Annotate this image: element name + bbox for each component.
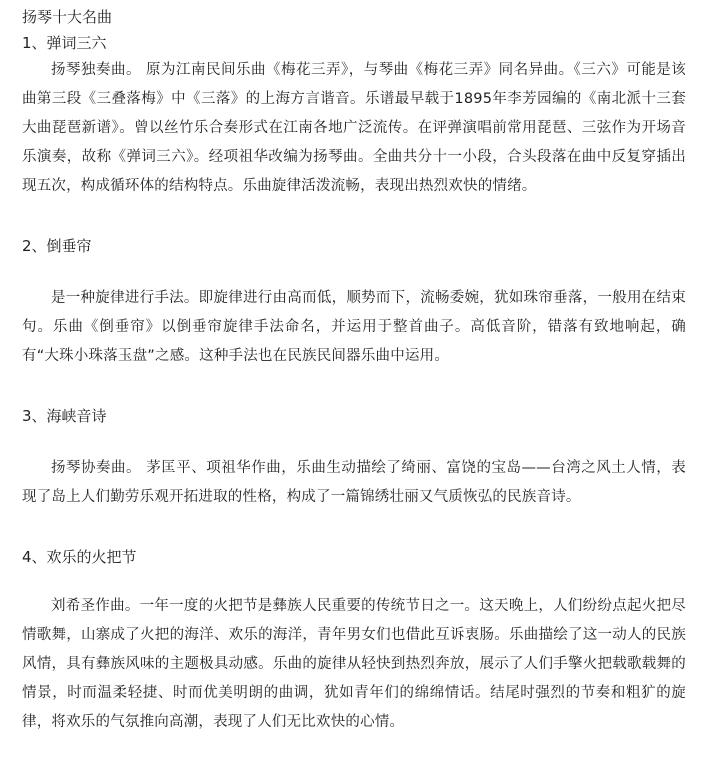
section-4 — [22, 544, 686, 742]
section-body: 扬琴协奏曲。 茅匡平、项祖华作曲，乐曲生动描绘了绮丽、富饶的宝岛——台湾之风土人情，表现了岛上人们勤劳乐观开拓进取的性格，构成了一篇锦绣壮丽又气质恢弘的民族音诗。 — [22, 460, 686, 505]
section-2 — [22, 233, 686, 371]
section-body: 是一种旋律进行手法。即旋律进行由高而低，顺势而下，流畅委婉，犹如珠帘垂落，一般用在结束句。乐曲《倒垂帘》以倒垂帘旋律手法命名，并运用于整首曲子。高低音阶，错落有致地响起，确有“大珠小珠落玉盘”之感。这种手法也在民族民间器乐曲中运用。 — [22, 290, 686, 364]
section-3 — [22, 403, 686, 512]
document-title: 扬琴十大名曲 — [22, 8, 113, 26]
spacer — [22, 429, 686, 454]
section-body-clip — [22, 592, 686, 742]
spacer — [22, 371, 686, 403]
section-body: 刘希圣作曲。一年一度的火把节是彝族人民重要的传统节日之一。这天晚上，人们纷纷点起火把尽情歌舞，山寨成了火把的海洋、欢乐的海洋，青年男女们也借此互诉衷肠。乐曲描绘了这一动人的民族风情，具有彝族风味的主题极具动感。乐曲的旋律从轻快到热烈奔放，展示了人们手擎火把载歌载舞的情景，时而温柔轻捷、时而优美明朗的曲调，犹如青年们的绵绵情话。结尾时强烈的节奏和粗犷的旋律，将欢乐的气氛推向高潮，表现了人们无比欢快的心情。 — [22, 598, 686, 730]
document — [22, 4, 686, 742]
spacer — [22, 259, 686, 284]
section-body: 扬琴独奏曲。 原为江南民间乐曲《梅花三弄》，与琴曲《梅花三弄》同名异曲。《三六》可能是该曲第三段《三叠落梅》中《三落》的上海方言谐音。乐谱最早载于1895年李芳园编的《南北派十三套大曲琵琶新谱》。曾以丝竹乐合奏形式在江南各地广泛流传。在评弹演唱前常用琵琶、三弦作为开场音乐演奏，故称《弹词三六》。经项祖华改编为扬琴曲。全曲共分十一小段，合头段落在曲中反复穿插出现五次，构成循环体的结构特点。乐曲旋律活泼流畅，表现出热烈欢快的情绪。 — [22, 62, 686, 194]
section-heading: 3、海峡音诗 — [22, 407, 107, 425]
section-heading: 1、弹词三六 — [22, 34, 107, 52]
section-1 — [22, 30, 686, 201]
spacer — [22, 201, 686, 233]
section-heading: 4、欢乐的火把节 — [22, 548, 137, 566]
spacer — [22, 512, 686, 544]
section-heading: 2、倒垂帘 — [22, 237, 92, 255]
spacer — [22, 570, 686, 592]
